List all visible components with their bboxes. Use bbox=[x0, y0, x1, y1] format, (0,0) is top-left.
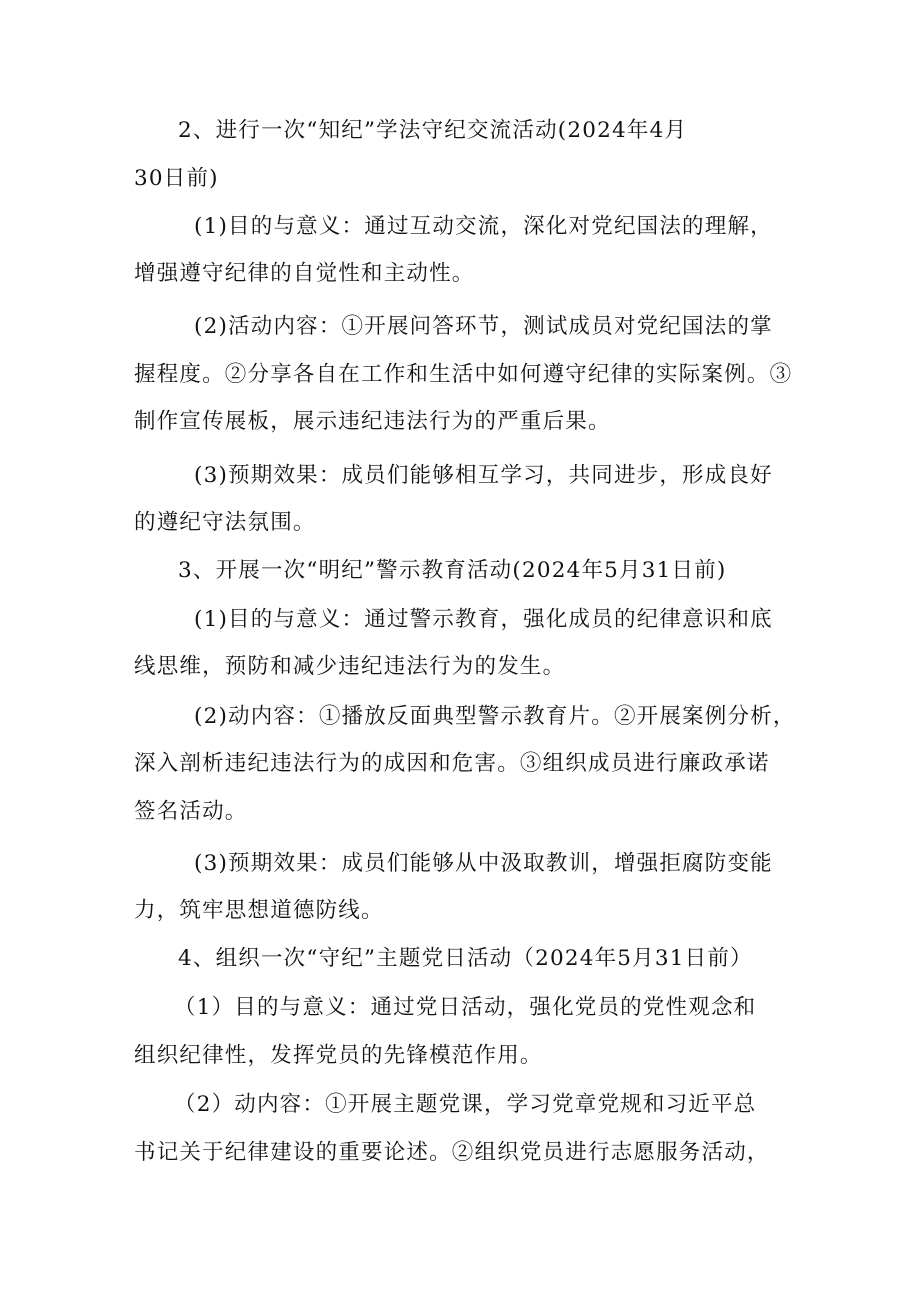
section-heading-2: 2、进行一次“知纪”学法守纪交流活动(2024年4月 bbox=[178, 118, 688, 143]
paragraph-line: (1)目的与意义：通过互动交流，深化对党纪国法的理解， bbox=[194, 214, 773, 239]
paragraph-line: (2)活动内容：①开展问答环节，测试成员对党纪国法的掌 bbox=[194, 314, 773, 339]
section-heading-4: 4、组织一次“守纪”主题党日活动（2024年5月31日前） bbox=[178, 946, 753, 971]
paragraph-line: 组织纪律性，发挥党员的先锋模范作用。 bbox=[134, 1043, 543, 1068]
paragraph-line: 力，筑牢思想道德防线。 bbox=[134, 898, 384, 923]
paragraph-line: 书记关于纪律建设的重要论述。②组织党员进行志愿服务活动， bbox=[134, 1140, 770, 1165]
paragraph-line: 深入剖析违纪违法行为的成因和危害。③组织成员进行廉政承诺 bbox=[134, 751, 770, 776]
section-heading-2-cont: 30日前) bbox=[134, 166, 219, 191]
paragraph-line: (1)目的与意义：通过警示教育，强化成员的纪律意识和底 bbox=[194, 607, 773, 632]
paragraph-line: 握程度。②分享各自在工作和生活中如何遵守纪律的实际案例。③ bbox=[134, 362, 793, 387]
paragraph-line: 线思维，预防和减少违纪违法行为的发生。 bbox=[134, 654, 566, 679]
paragraph-line: (3)预期效果：成员们能够相互学习，共同进步，形成良好 bbox=[194, 463, 773, 488]
paragraph-line: (2)动内容：①播放反面典型警示教育片。②开展案例分析， bbox=[194, 704, 796, 729]
paragraph-line: 增强遵守纪律的自觉性和主动性。 bbox=[134, 261, 475, 286]
paragraph-line: （2）动内容：①开展主题党课，学习党章党规和习近平总 bbox=[174, 1092, 757, 1117]
paragraph-line: (3)预期效果：成员们能够从中汲取教训，增强拒腐防变能 bbox=[194, 851, 773, 876]
paragraph-line: 制作宣传展板，展示违纪违法行为的严重后果。 bbox=[134, 409, 611, 434]
section-heading-3: 3、开展一次“明纪”警示教育活动(2024年5月31日前) bbox=[178, 558, 727, 583]
paragraph-line: 的遵纪守法氛围。 bbox=[134, 510, 316, 535]
paragraph-line: （1）目的与意义：通过党日活动，强化党员的党性观念和 bbox=[174, 995, 757, 1020]
paragraph-line: 签名活动。 bbox=[134, 799, 248, 824]
